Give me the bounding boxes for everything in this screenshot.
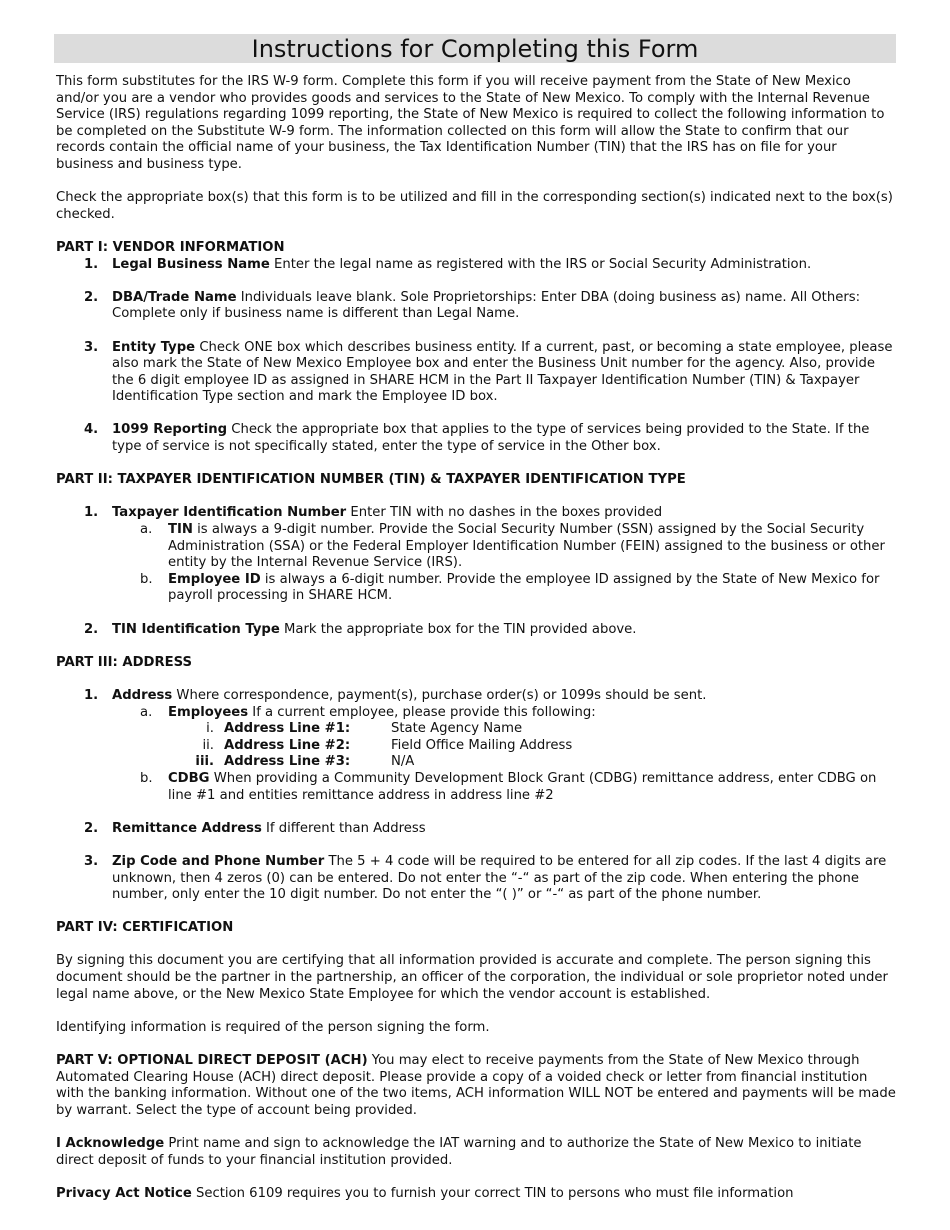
address-line-1: i. Address Line #1: State Agency Name — [206, 721, 523, 737]
part2-item-tin: 1. Taxpayer Identification Number Enter TIN with no dashes in the boxes provided — [84, 505, 663, 521]
part2-sub-employee-id: b. Employee ID is always a 6-digit number. Provide the employee ID assigned by the State of New Mexico for payroll processing in SHARE HCM. — [140, 571, 880, 604]
page-title: Instructions for Completing this Form — [54, 34, 896, 63]
part1-item-1099: 4. 1099 Reporting Check the appropriate box that applies to the type of services being provided to the State. If the type of service is not specifically stated, enter the type of service in the Other box. — [84, 422, 870, 455]
part3-item-zip-phone: 3. Zip Code and Phone Number The 5 + 4 code will be required to be entered for all zip codes. If the last 4 digits are unknown, then 4 zeros (0) can be entered. Do not enter the “-“ as part of the zip code. When entering the phone number, only enter the 10 digit number. Do not enter the “( )” or “-“ as part of the phone number. — [84, 853, 887, 903]
part2-item-tin-type: 2. TIN Identification Type Mark the appropriate box for the TIN provided above. — [84, 621, 637, 637]
part3-item-address: 1. Address Where correspondence, payment(s), purchase order(s) or 1099s should be sent. — [84, 687, 707, 703]
intro-paragraph: This form substitutes for the IRS W-9 form. Complete this form if you will receive payment from the State of New Mexico and/or you are a vendor who provides goods and services to the State of New Mexico. To comply with the Internal Revenue Service (IRS) regulations regarding 1099 reporting, the State of New Mexico is required to collect the following information to be completed on the Substitute W-9 form. The information collected on this form will allow the State to confirm that our records contain the official name of your business, the Tax Identification Number (TIN) that the IRS has on file for your business and business type. — [56, 74, 885, 172]
part1-item-dba: 2. DBA/Trade Name Individuals leave blank. Sole Proprietorships: Enter DBA (doing business as) name. All Others: Complete only if business name is different than Legal Name. — [84, 289, 861, 322]
part4-heading: PART IV: CERTIFICATION — [56, 920, 234, 936]
address-line-2: ii. Address Line #2: Field Office Mailing Address — [202, 737, 573, 753]
part2-heading: PART II: TAXPAYER IDENTIFICATION NUMBER (TIN) & TAXPAYER IDENTIFICATION TYPE — [56, 472, 686, 488]
direct-deposit-paragraph: PART V: OPTIONAL DIRECT DEPOSIT (ACH) You may elect to receive payments from the State of New Mexico through Automated Clearing House (ACH) direct deposit. Please provide a copy of a voided check or letter from financial institution with the banking information. Without one of the two items, ACH information WILL NOT be entered and payments will be made by warrant. Select the type of account being provided. — [56, 1053, 896, 1118]
part1-heading: PART I: VENDOR INFORMATION — [56, 239, 285, 255]
instructions-content — [56, 74, 896, 1202]
identifying-info-paragraph: Identifying information is required of the person signing the form. — [56, 1019, 490, 1035]
check-note-paragraph: Check the appropriate box(s) that this form is to be utilized and fill in the corresponding section(s) indicated next to the box(s) checked. — [56, 190, 893, 222]
part3-heading: PART III: ADDRESS — [56, 654, 193, 670]
acknowledge-paragraph: I Acknowledge Print name and sign to acknowledge the IAT warning and to authorize the State of New Mexico to initiate direct deposit of funds to your financial institution provided. — [56, 1136, 862, 1168]
part3-sub-cdbg: b. CDBG When providing a Community Development Block Grant (CDBG) remittance address, enter CDBG on line #1 and entities remittance address in address line #2 — [140, 770, 877, 803]
privacy-paragraph: Privacy Act Notice Section 6109 requires you to furnish your correct TIN to persons who must file information — [56, 1185, 794, 1201]
part1-item-legal-name: 1. Legal Business Name Enter the legal name as registered with the IRS or Social Security Administration. — [84, 256, 812, 272]
part3-item-remittance: 2. Remittance Address If different than Address — [84, 820, 426, 836]
part1-item-entity-type: 3. Entity Type Check ONE box which describes business entity. If a current, past, or becoming a state employee, please also mark the State of New Mexico Employee box and enter the Business Unit number for the agency. Also, provide the 6 digit employee ID as assigned in SHARE HCM in the Part II Taxpayer Identification Number (TIN) & Taxpayer Identification Type section and mark the Employee ID box. — [84, 339, 893, 405]
part2-sub-tin: a. TIN is always a 9-digit number. Provide the Social Security Number (SSN) assigned by the Social Security Administration (SSA) or the Federal Employer Identification Number (FEIN) assigned to the business or other entity by the Internal Revenue Service (IRS). — [140, 522, 885, 571]
certification-paragraph: By signing this document you are certifying that all information provided is accurate and complete. The person signing this document should be the partner in the partnership, an officer of the corporation, the individual or sole proprietor noted under legal name above, or the New Mexico State Employee for which the vendor account is established. — [56, 953, 888, 1002]
address-line-3: iii. Address Line #3: N/A — [195, 754, 415, 770]
part3-sub-employees: a. Employees If a current employee, please provide this following: — [140, 704, 596, 720]
